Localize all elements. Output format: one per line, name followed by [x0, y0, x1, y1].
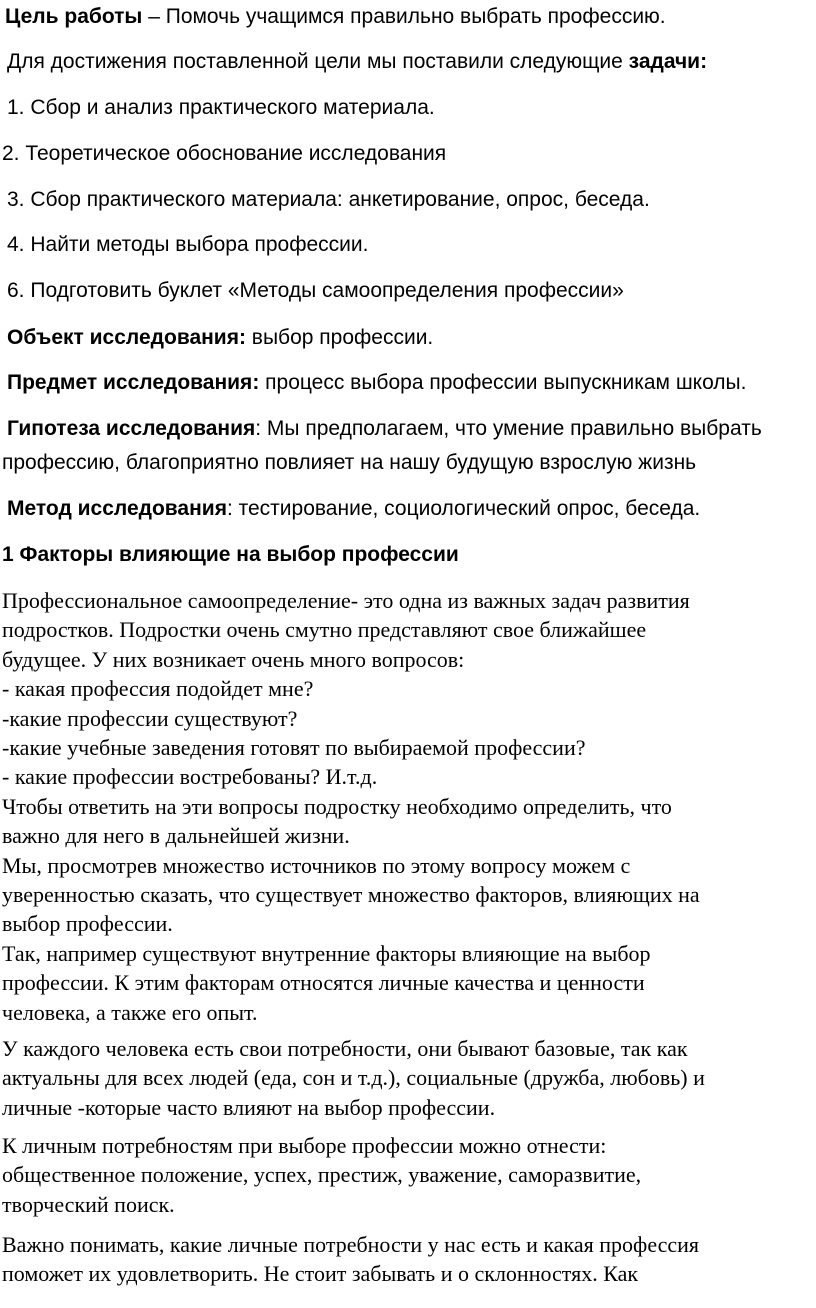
body-line: Чтобы ответить на эти вопросы подростку необходимо определить, что	[2, 793, 672, 819]
subject-text: процесс выбора профессии выпускникам школы.	[259, 371, 747, 394]
body-line: - какая профессия подойдет мне?	[2, 676, 314, 702]
body-line: человека, а также его опыт.	[2, 999, 258, 1025]
body-line: будущее. У них возникает очень много вопросов:	[2, 646, 465, 672]
method-line	[7, 495, 700, 523]
body-line: общественное положение, успех, престиж, уважение, саморазвитие,	[2, 1162, 642, 1188]
tasks-intro-text: Для достижения поставленной цели мы поставили следующие	[7, 50, 629, 73]
body-line: У каждого человека есть свои потребности, они бывают базовые, так как	[2, 1036, 688, 1061]
body-line: Профессиональное самоопределение- это одна из важных задач развития	[2, 588, 690, 613]
task-item: 2. Теоретическое обоснование исследования	[2, 142, 447, 165]
section-heading: 1 Факторы влияющие на выбор профессии	[2, 543, 459, 566]
body-line: профессии. К этим факторам относятся личные качества и ценности	[2, 970, 645, 996]
body-line: - какие профессии востребованы? И.т.д.	[2, 764, 378, 790]
method-label: Метод исследования	[7, 497, 227, 520]
body-line: уверенностью сказать, что существует множество факторов, влияющих на	[2, 882, 700, 908]
body-line: творческий поиск.	[2, 1191, 175, 1217]
body-line: -какие профессии существуют?	[2, 705, 298, 731]
body-line: Мы, просмотрев множество источников по этому вопросу можем с	[2, 852, 631, 878]
goal-line	[5, 3, 666, 31]
hypothesis-text: : Мы предполагаем, что умение правильно выбрать	[255, 417, 762, 440]
object-line	[7, 324, 433, 352]
body-paragraph-4	[2, 1230, 802, 1289]
object-text: выбор профессии.	[245, 326, 434, 349]
body-paragraph-1	[2, 586, 802, 1027]
body-paragraph-2	[2, 1034, 802, 1122]
object-label: Объект исследования:	[7, 326, 246, 349]
body-line: актуальны для всех людей (еда, сон и т.д.), социальные (дружба, любовь) и	[2, 1065, 705, 1091]
tasks-intro	[7, 48, 707, 76]
subject-label: Предмет исследования:	[7, 371, 260, 394]
body-line: К личным потребностям при выборе профессии можно отнести:	[2, 1133, 607, 1158]
goal-label: Цель работы	[5, 5, 143, 28]
goal-text: – Помочь учащимся правильно выбрать профессию.	[142, 5, 666, 28]
body-line: важно для него в дальнейшей жизни.	[2, 823, 350, 849]
body-line: -какие учебные заведения готовят по выбираемой профессии?	[2, 735, 586, 761]
hypothesis-line	[7, 415, 762, 443]
body-line: Важно понимать, какие личные потребности у нас есть и какая профессия	[2, 1232, 700, 1257]
hypothesis-line-2: профессию, благоприятно повлияет на нашу будущую взрослую жизнь	[2, 451, 697, 474]
tasks-intro-bold: задачи:	[628, 50, 708, 73]
body-line: выбор профессии.	[2, 911, 173, 937]
body-line: Так, например существуют внутренние факторы влияющие на выбор	[2, 940, 651, 966]
subject-line	[7, 369, 747, 397]
task-item: 3. Сбор практического материала: анкетирование, опрос, беседа.	[7, 188, 650, 211]
method-text: : тестирование, социологический опрос, беседа.	[226, 497, 701, 520]
body-paragraph-3	[2, 1131, 802, 1219]
body-line: поможет их удовлетворить. Не стоит забывать и о склонностях. Как	[2, 1261, 639, 1287]
body-line: личные -которые часто влияют на выбор профессии.	[2, 1094, 496, 1120]
task-item: 6. Подготовить буклет «Методы самоопределения профессии»	[7, 279, 624, 302]
task-item: 1. Сбор и анализ практического материала.	[7, 96, 435, 119]
body-line: подростков. Подростки очень смутно представляют свое ближайшее	[2, 617, 647, 643]
task-item: 4. Найти методы выбора профессии.	[7, 233, 369, 256]
hypothesis-label: Гипотеза исследования	[7, 417, 256, 440]
